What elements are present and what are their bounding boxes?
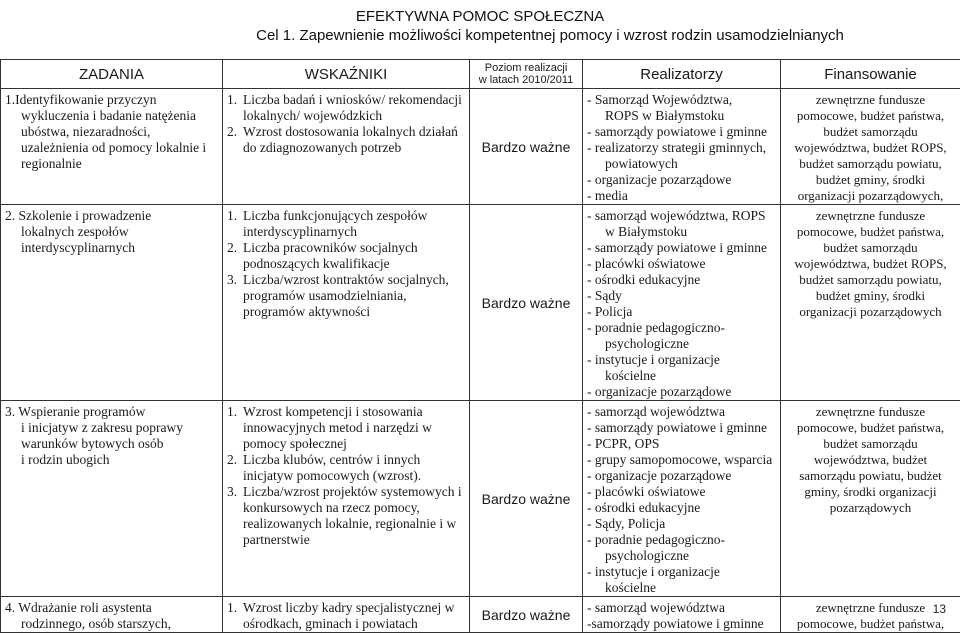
level-cell: Bardzo ważne [470, 205, 583, 401]
col-header-finansowanie: Finansowanie [781, 60, 960, 89]
realizers-cell: - samorząd województwa -samorządy powiatowe i gminne [583, 597, 781, 633]
realizers-cell: - Samorząd Województwa, ROPS w Białymstoku - samorządy powiatowe i gminne - realizatorzy strategii gminnych, powiatowych - organizacje pozarządowe - media [583, 89, 781, 205]
strategy-table [0, 59, 960, 633]
financing-cell: zewnętrzne fundusze pomocowe, budżet państwa, budżet samorządu województwa, budżet ROPS, budżet samorządu powiatu, budżet gminy, środki organizacji pozarządowych, [781, 89, 960, 205]
indicators-cell: 1. Liczba funkcjonujących zespołów interdyscyplinarnych 2. Liczba pracowników socjalnych podnoszących kwalifikacje 3. Liczba/wzrost kontraktów socjalnych, programów usamodzielniania, programów aktywności [223, 205, 470, 401]
indicators-cell: 1. Wzrost kompetencji i stosowania innowacyjnych metod i narzędzi w pomocy społecznej 2. Liczba klubów, centrów i innych inicjatyw pomocowych (wzrost). 3. Liczba/wzrost projektów systemowych i konkursowych na rzecz pomocy, realizowanych lokalnie, regionalnie i w partnerstwie [223, 401, 470, 597]
col-header-realizatorzy: Realizatorzy [583, 60, 781, 89]
realizers-cell: - samorząd województwa, ROPS w Białymstoku - samorządy powiatowe i gminne - placówki oświatowe - ośrodki edukacyjne - Sądy - Policja - poradnie pedagogiczno- psychologiczne - instytucje i organizacje kościelne - organizacje pozarządowe [583, 205, 781, 401]
financing-cell: zewnętrzne fundusze pomocowe, budżet państwa, budżet samorządu województwa, budżet ROPS, budżet samorządu powiatu, budżet gminy, środki organizacji pozarządowych [781, 205, 960, 401]
level-cell: Bardzo ważne [470, 89, 583, 205]
col-header-wskazniki: WSKAŹNIKI [223, 60, 470, 89]
table-header-row [1, 60, 960, 89]
page-number: 13 [933, 602, 946, 616]
level-cell: Bardzo ważne [470, 597, 583, 633]
realizers-cell: - samorząd województwa - samorządy powiatowe i gminne - PCPR, OPS - grupy samopomocowe, wsparcia - organizacje pozarządowe - placówki oświatowe - ośrodki edukacyjne - Sądy, Policja - poradnie pedagogiczno- psychologiczne - instytucje i organizacje kościelne [583, 401, 781, 597]
level-cell: Bardzo ważne [470, 401, 583, 597]
task-cell: 1.Identyfikowanie przyczyn wykluczenia i badanie natężenia ubóstwa, niezaradności, uzależnienia od pomocy lokalnie i regionalnie [1, 89, 223, 205]
task-cell: 2. Szkolenie i prowadzenie lokalnych zespołów interdyscyplinarnych [1, 205, 223, 401]
goal-heading: Cel 1. Zapewnienie możliwości kompetentnej pomocy i wzrost rodzin usamodzielnianych [0, 27, 960, 45]
document-title: EFEKTYWNA POMOC SPOŁECZNA [0, 8, 960, 26]
task-cell: 4. Wdrażanie roli asystenta rodzinnego, osób starszych, [1, 597, 223, 633]
financing-cell: zewnętrzne fundusze pomocowe, budżet państwa, budżet samorządu województwa, budżet samorządu powiatu, budżet gminy, środki organizacji pozarządowych [781, 401, 960, 597]
table-row [1, 597, 960, 633]
col-header-poziom: Poziom realizacji w latach 2010/2011 [470, 60, 583, 89]
table-row [1, 205, 960, 401]
table-row [1, 401, 960, 597]
financing-cell: zewnętrzne fundusze pomocowe, budżet państwa, [781, 597, 960, 633]
col-header-zadania: ZADANIA [1, 60, 223, 89]
indicators-cell: 1. Wzrost liczby kadry specjalistycznej w ośrodkach, gminach i powiatach [223, 597, 470, 633]
task-cell: 3. Wspieranie programów i inicjatyw z zakresu poprawy warunków bytowych osób i rodzin ubogich [1, 401, 223, 597]
indicators-cell: 1. Liczba badań i wniosków/ rekomendacji lokalnych/ wojewódzkich 2. Wzrost dostosowania lokalnych działań do zdiagnozowanych potrzeb [223, 89, 470, 205]
table-row [1, 89, 960, 205]
